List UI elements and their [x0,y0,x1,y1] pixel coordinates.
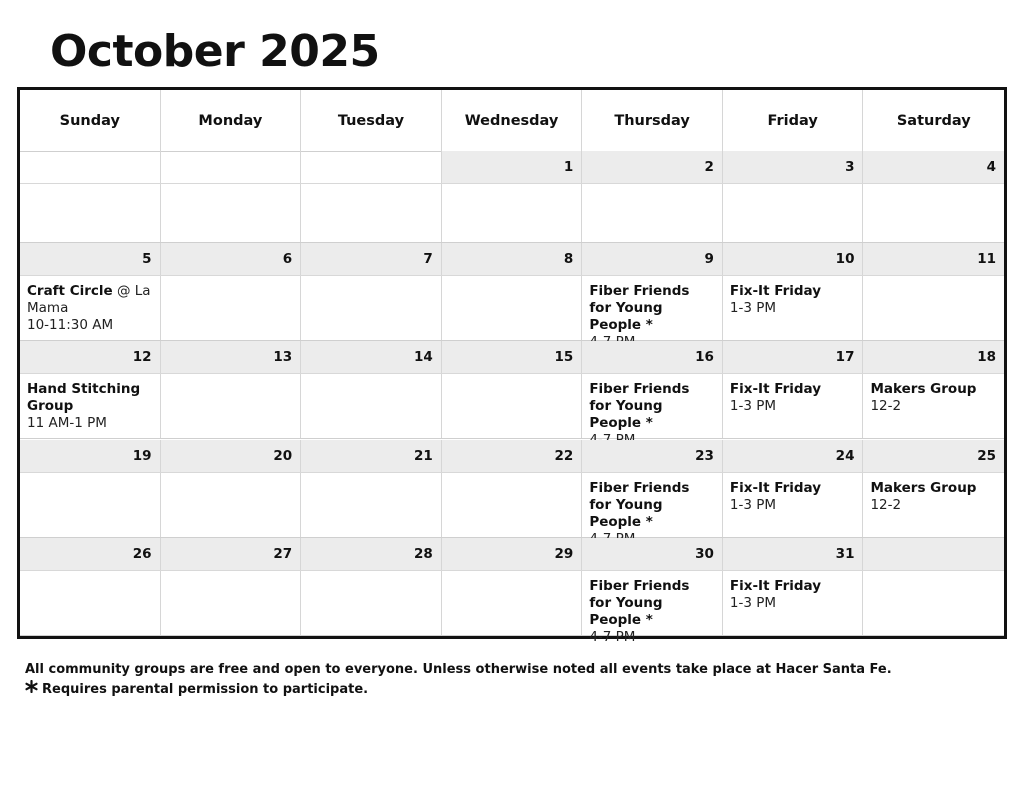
page-title: October 2025 [50,26,380,77]
date-number: 16 [582,341,723,373]
day-cell [442,276,583,340]
weekday-wednesday: Wednesday [442,90,583,151]
weekday-thursday: Thursday [582,90,723,151]
day-cell [582,571,723,645]
week-row [20,538,1004,645]
weekday-sunday: Sunday [20,90,161,151]
weekday-header-row [20,90,1004,152]
weekday-tuesday: Tuesday [301,90,442,151]
asterisk-icon [25,680,39,700]
day-cell [582,473,723,537]
date-number: 28 [301,538,442,570]
week-row [20,440,1004,538]
day-cell [20,184,161,242]
date-number-row [20,243,1004,276]
date-number: 17 [723,341,864,373]
date-number: 7 [301,243,442,275]
event-title: Fiber Friends for Young People * [589,381,690,431]
event-title: Craft Circle [27,283,113,299]
date-number: 2 [582,151,723,183]
date-number-row [20,440,1004,473]
date-number: 21 [301,440,442,472]
day-cell [161,571,302,635]
event-title: Fix-It Friday [729,578,822,594]
date-number: 1 [442,151,583,183]
day-cell [863,276,1004,340]
event-title: Makers Group [870,381,977,397]
day-cell [161,374,302,438]
date-number-row [20,538,1004,571]
date-number [301,151,442,183]
day-cell [442,374,583,438]
date-number: 18 [863,341,1004,373]
day-cell [863,473,1004,537]
day-cell [442,473,583,537]
event-time: 12-2 [870,398,902,414]
footer-note-permission-text: Requires parental permission to participate. [42,682,369,697]
date-number: 11 [863,243,1004,275]
day-cell [723,473,864,537]
day-cell [723,374,864,438]
date-number: 4 [863,151,1004,183]
date-number: 25 [863,440,1004,472]
footer-notes [25,660,892,700]
day-cell [723,276,864,340]
event-time: 11 AM-1 PM [27,415,107,431]
day-cell [301,184,442,242]
day-cell [582,374,723,438]
day-cell [301,276,442,340]
event-title: Makers Group [870,480,977,496]
date-number: 19 [20,440,161,472]
weekday-monday: Monday [161,90,302,151]
event-title: Fix-It Friday [729,381,822,397]
day-cell [723,571,864,635]
event-time: 4-7 PM [589,629,636,645]
week-row [20,341,1004,439]
date-number: 8 [442,243,583,275]
date-number-row [20,341,1004,374]
date-number [161,151,302,183]
calendar-grid [17,87,1007,645]
day-cell [161,276,302,340]
date-number: 24 [723,440,864,472]
day-cell [301,571,442,635]
date-number: 26 [20,538,161,570]
event-title: Fix-It Friday [729,480,822,496]
date-number [863,538,1004,570]
week-row [20,243,1004,341]
date-number: 5 [20,243,161,275]
date-number: 30 [582,538,723,570]
day-cell [301,473,442,537]
day-cell [20,473,161,537]
day-cell [723,184,864,242]
event-time: 10-11:30 AM [27,317,114,333]
weekday-saturday: Saturday [896,112,971,129]
day-cell [442,184,583,242]
events-row [20,184,1004,243]
date-number: 9 [582,243,723,275]
events-row [20,374,1004,439]
event-title: Fix-It Friday [729,283,822,299]
date-number: 29 [442,538,583,570]
date-number: 31 [723,538,864,570]
date-number: 27 [161,538,302,570]
day-cell [582,276,723,340]
day-cell [863,374,1004,438]
event-title: Fiber Friends for Young People * [589,283,690,333]
date-number: 6 [161,243,302,275]
event-time: 1-3 PM [729,300,777,316]
event-time: 12-2 [870,497,902,513]
weekday-friday: Friday [723,90,864,151]
day-cell [301,374,442,438]
footer-note-permission [25,680,892,700]
events-row [20,473,1004,538]
date-number: 15 [442,341,583,373]
events-row [20,571,1004,645]
day-cell [442,571,583,635]
week-row [20,151,1004,243]
day-cell [863,571,1004,635]
day-cell [161,184,302,242]
date-number-row [20,151,1004,184]
date-number: 13 [161,341,302,373]
date-number [20,151,161,183]
date-number: 14 [301,341,442,373]
event-time: 1-3 PM [729,497,777,513]
date-number: 10 [723,243,864,275]
event-time: 1-3 PM [729,595,777,611]
day-cell [20,374,161,438]
day-cell [20,276,161,340]
date-number: 12 [20,341,161,373]
date-number: 22 [442,440,583,472]
event-title: Hand Stitching Group [27,381,141,414]
event-location: @ La Mama [27,283,151,316]
footer-note-free: All community groups are free and open to everyone. Unless otherwise noted all events take place at Hacer Santa Fe. [25,662,892,677]
date-number: 20 [161,440,302,472]
event-title: Fiber Friends for Young People * [589,480,690,530]
event-time: 1-3 PM [729,398,777,414]
date-number: 23 [582,440,723,472]
date-number: 3 [723,151,864,183]
event-title: Fiber Friends for Young People * [589,578,690,628]
events-row [20,276,1004,341]
day-cell [863,184,1004,242]
day-cell [20,571,161,635]
day-cell [582,184,723,242]
day-cell [161,473,302,537]
